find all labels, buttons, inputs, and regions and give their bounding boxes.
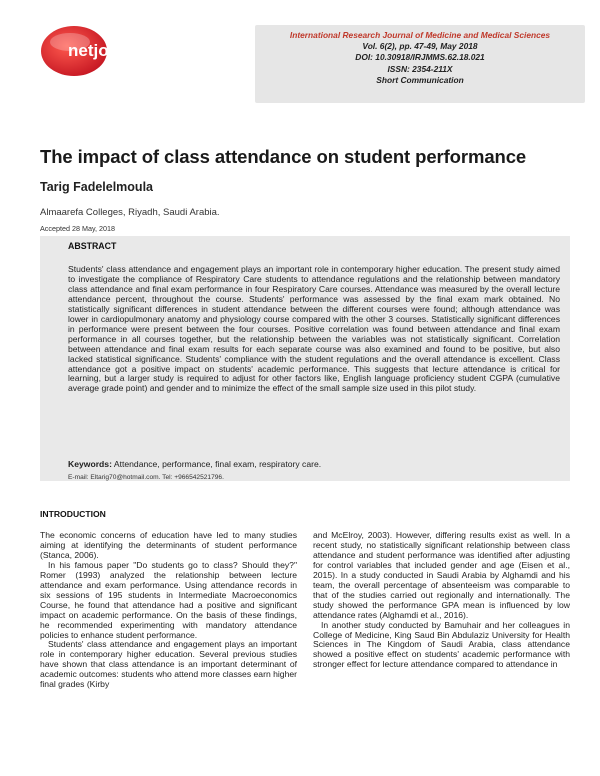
keywords-line [68, 459, 560, 469]
paragraph: The economic concerns of education have led to many studies aiming at identifying the determinants of student performance (Stanca, 2006). [40, 530, 297, 560]
accepted-date: Accepted 28 May, 2018 [40, 224, 115, 233]
paragraph: and McElroy, 2003). However, differing results exist as well. In a recent study, no statistically significant relationship between class attendance and student performance was identified after adjusting for control variables that included gender and age (Eisen et al., 2015). In a study conducted in Saudi Arabia by Alghamdi and his team, the overall percentage of absenteeism was comparable to that of the studies carried out regionally and internationally. The study showed the performance GPA mean is influenced by low attendance rates (Alghamdi et al., 2016). [313, 530, 570, 620]
netjournals-logo-graphic [40, 20, 210, 82]
journal-volume: Vol. 6(2), pp. 47-49, May 2018 [362, 41, 478, 52]
article-title: The impact of class attendance on student performance [40, 146, 527, 167]
journal-doi[interactable]: DOI: 10.30918/IRJMMS.62.18.021 [355, 52, 485, 63]
introduction-heading: INTRODUCTION [40, 509, 106, 519]
author-name: Tarig Fadelelmoula [40, 180, 153, 194]
journal-info-box [255, 25, 585, 103]
body-column-left [40, 531, 297, 690]
abstract-text: Students' class attendance and engagement plays an important role in contemporary higher education. The present study aimed to investigate the compliance of Respiratory Care students to attendance regulations and the relationship between mandatory class attendance and final exam performance in four Respiratory Care courses. Attendance was measured by the overall lecture attendance percent, throughout the course. Students' performance was assessed by the final exam mark obtained. No statistically significant differences in student attendance between the different courses were found; although attendance was lower in cardiopulmonary anatomy and physiology course compared with the other 3 courses. Statistically significant differences in performance were present between the four courses. Positive correlation was found between attendance and final exam performance in all courses together, but the relationship between the variables was not statistically significant. Correlation between attendance and final exam results for each separate course was also examined and found to be positive, but also lacked statistical significance. Students' compliance with the student regulations and the overall attendance is excellent. Class attendance got a positive impact on students' academic performance. This suggests that lecture attendance is critical for learning, but a larger study is required to adjust for other factors like, English language proficiency student CGPA (cumulative average grade point) and gender and to minimize the effect of the small sample size used in this pilot study. [68, 264, 560, 394]
author-affiliation: Almaarefa Colleges, Riyadh, Saudi Arabia. [40, 207, 220, 218]
keywords-label: Keywords: [68, 459, 112, 469]
article-type: Short Communication [376, 74, 464, 85]
paragraph: In his famous paper "Do students go to class? Should they?" Romer (1993) analyzed the relationship between lecture attendance and exam performance. Using attendance records in six sessions of 195 students in Intermediate Macroeconomics Course, he found that attendance had a positive and significant impact on academic performance. On the basis of these findings, he recommended experimenting with mandatory attendance policies to enhance student performance. [40, 559, 297, 640]
contact-email[interactable]: E-mail: Eltarig70@hotmail.com. Tel: +966542521796. [68, 474, 224, 481]
journal-logo [40, 20, 210, 82]
paragraph: Students' class attendance and engagement plays an important role in contemporary higher education. Several previous studies have shown that class attendance is an important determinant of academic outcomes: students who attend more classes earn higher final grades (Kirby [40, 639, 297, 690]
abstract-heading: ABSTRACT [68, 241, 117, 251]
paragraph: In another study conducted by Bamuhair and her colleagues in College of Medicine, King Saud Bin Abdulaziz University for Health Sciences in The Kingdom of Saudi Arabia, class attendance showed a positive effect on students' academic performance with stronger effect for lecture attendance compared to attendance in [313, 619, 570, 670]
journal-issn: ISSN: 2354-211X [387, 63, 453, 74]
body-column-right [313, 531, 570, 670]
keywords-list: Attendance, performance, final exam, respiratory care. [111, 459, 322, 469]
logo-text: netjournals [68, 41, 160, 60]
journal-name: International Research Journal of Medicine and Medical Sciences [289, 30, 551, 40]
